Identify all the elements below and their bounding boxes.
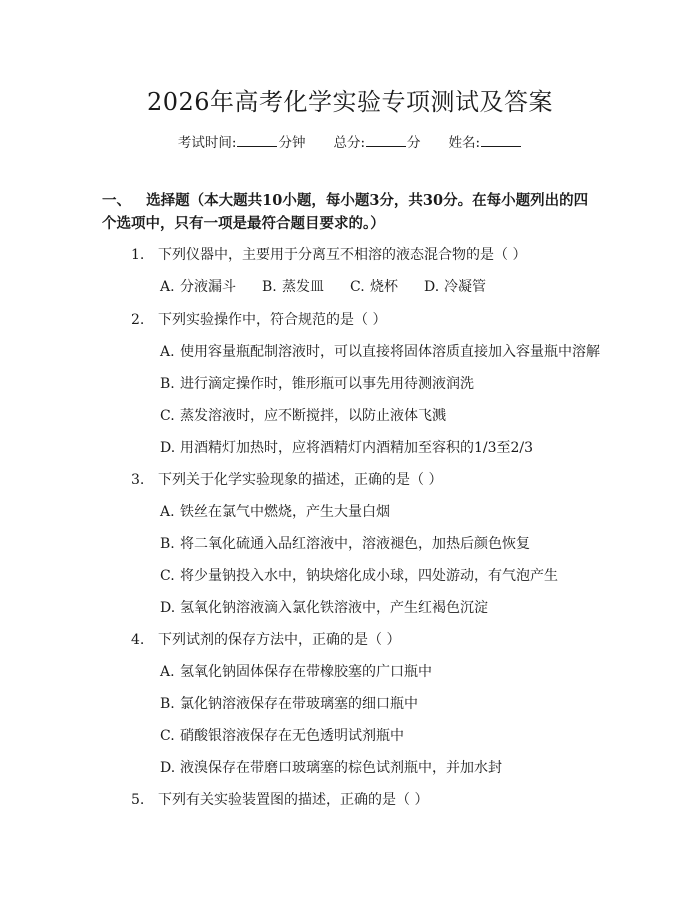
question-2-option-d: D. 用酒精灯加热时，应将酒精灯内酒精加至容积的1/3至2/3 <box>160 440 534 456</box>
score-label: 总分: <box>333 135 366 151</box>
question-4-option-b: B. 氯化钠溶液保存在带玻璃塞的细口瓶中 <box>160 696 418 712</box>
question-number: 2. <box>131 312 145 328</box>
question-4-option-c: C. 硝酸银溶液保存在无色透明试剂瓶中 <box>160 728 404 744</box>
question-3-option-b: B. 将二氧化硫通入品红溶液中，溶液褪色，加热后颜色恢复 <box>160 536 530 552</box>
section-heading <box>102 189 602 235</box>
question-number: 5. <box>131 792 145 808</box>
page-title: 2026年高考化学实验专项测试及答案 <box>146 88 554 116</box>
score-blank <box>366 134 406 147</box>
question-2-option-a: A. 使用容量瓶配制溶液时，可以直接将固体溶质直接加入容量瓶中溶解 <box>160 344 600 360</box>
question-stem: 下列仪器中，主要用于分离互不相溶的液态混合物的是（ ） <box>158 247 527 263</box>
question-number: 3. <box>131 472 145 488</box>
option-a: A. 分液漏斗 <box>160 279 236 295</box>
question-5 <box>131 789 428 809</box>
time-label: 考试时间: <box>177 135 237 151</box>
question-number: 1. <box>131 247 145 263</box>
question-1-options <box>160 276 512 296</box>
question-2-option-c: C. 蒸发溶液时，应不断搅拌，以防止液体飞溅 <box>160 408 446 424</box>
option-c: C. 烧杯 <box>350 279 398 295</box>
question-4-option-a: A. 氢氧化钠固体保存在带橡胶塞的广口瓶中 <box>160 664 432 680</box>
time-blank <box>237 134 277 147</box>
name-label: 姓名: <box>448 135 481 151</box>
question-3 <box>131 469 442 489</box>
question-3-option-a: A. 铁丝在氯气中燃烧，产生大量白烟 <box>160 504 390 520</box>
option-b: B. 蒸发皿 <box>262 279 324 295</box>
question-stem: 下列关于化学实验现象的描述，正确的是（ ） <box>158 472 443 488</box>
question-4-option-d: D. 液溴保存在带磨口玻璃塞的棕色试剂瓶中，并加水封 <box>160 760 502 776</box>
question-2-option-b: B. 进行滴定操作时，锥形瓶可以事先用待测液润洗 <box>160 376 474 392</box>
question-1 <box>131 244 526 264</box>
option-d: D. 冷凝管 <box>424 279 486 295</box>
question-4 <box>131 629 400 649</box>
question-3-option-c: C. 将少量钠投入水中，钠块熔化成小球，四处游动，有气泡产生 <box>160 568 558 584</box>
question-stem: 下列有关实验装置图的描述，正确的是（ ） <box>158 792 429 808</box>
section-number: 一、 <box>102 192 131 209</box>
section-text: 选择题（本大题共10小题，每小题3分，共30分。在每小题列出的四个选项中，只有一项是最符合题目要求的。） <box>102 192 589 232</box>
question-stem: 下列实验操作中，符合规范的是（ ） <box>158 312 387 328</box>
score-unit: 分 <box>407 135 421 151</box>
time-unit: 分钟 <box>278 135 306 151</box>
question-3-option-d: D. 氢氧化钠溶液滴入氯化铁溶液中，产生红褐色沉淀 <box>160 600 488 616</box>
exam-meta <box>0 131 700 151</box>
name-blank <box>481 134 521 147</box>
question-number: 4. <box>131 632 145 648</box>
question-stem: 下列试剂的保存方法中，正确的是（ ） <box>158 632 401 648</box>
question-2 <box>131 309 386 329</box>
